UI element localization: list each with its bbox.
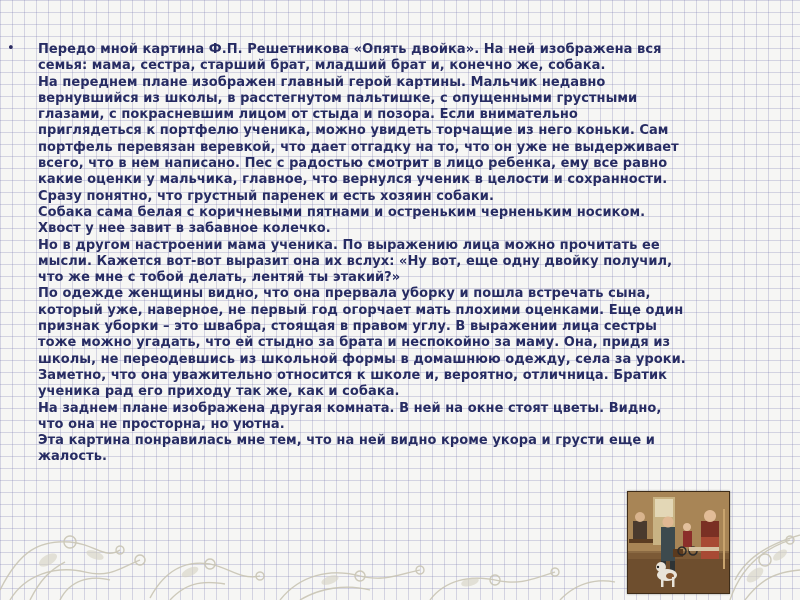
painting-thumbnail [627,491,730,594]
slide-body-text [38,42,786,466]
text-line: глазами, с покрасневшим лицом от стыда и позора. Если внимательно [38,107,578,123]
bullet-marker: • [7,41,15,56]
text-line: Эта картина понравилась мне тем, что на ней видно кроме укора и грусти еще и [38,433,655,449]
text-line: На заднем плане изображена другая комната. В ней на окне стоят цветы. Видно, [38,400,662,416]
text-line: Передо мной картина Ф.П. Решетникова «Опять двойка». На ней изображена вся [38,42,662,57]
text-line: приглядеться к портфелю ученика, можно увидеть торчащие из него коньки. Сам [38,123,669,139]
text-line: На переднем плане изображен главный герой картины. Мальчик недавно [38,74,606,90]
text-line: что же мне с тобой делать, лентяй ты этакий?» [38,270,401,286]
text-line: тоже можно угадать, что ей стыдно за брата и неспокойно за маму. Она, придя из [38,335,671,351]
text-line: что она не просторна, но уютна. [38,416,285,432]
text-line: ученика рад его приходу так же, как и собака. [38,384,400,400]
text-line: Но в другом настроении мама ученика. По выражению лица можно прочитать ее [38,237,660,253]
text-line: всего, что в нем написано. Пес с радостью смотрит в лицо ребенка, ему все равно [38,156,668,172]
text-line: Заметно, что она уважительно относится к школе и, вероятно, отличница. Братик [38,367,668,383]
text-line: мысли. Кажется вот-вот выразит она их вслух: «Ну вот, еще одну двойку получил, [38,253,673,269]
text-line: По одежде женщины видно, что она прервала уборку и пошла встречать сына, [38,286,651,302]
text-line: семья: мама, сестра, старший брат, младший брат и, конечно же, собака. [38,58,606,74]
text-line: какие оценки у мальчика, главное, что вернулся ученик в целости и сохранности. [38,172,668,188]
text-line: портфель перевязан веревкой, что дает отгадку на то, что он уже не выдерживает [38,139,679,155]
text-line: вернувшийся из школы, в расстегнутом пальтишке, с опущенными грустными [38,90,638,106]
text-line: Собака сама белая с коричневыми пятнами и остреньким черненьким носиком. [38,204,646,220]
text-line: жалость. [38,449,107,465]
text-line: Хвост у нее завит в забавное колечко. [38,221,331,237]
text-line: который уже, наверное, не первый год огорчает мать плохими оценками. Еще один [38,302,684,318]
text-line: признак уборки – это швабра, стоящая в правом углу. В выражении лица сестры [38,319,657,335]
text-line: школы, не переодевшись из школьной формы в домашнюю одежду, села за уроки. [38,351,686,367]
text-line: Сразу понятно, что грустный паренек и есть хозяин собаки. [38,188,494,204]
